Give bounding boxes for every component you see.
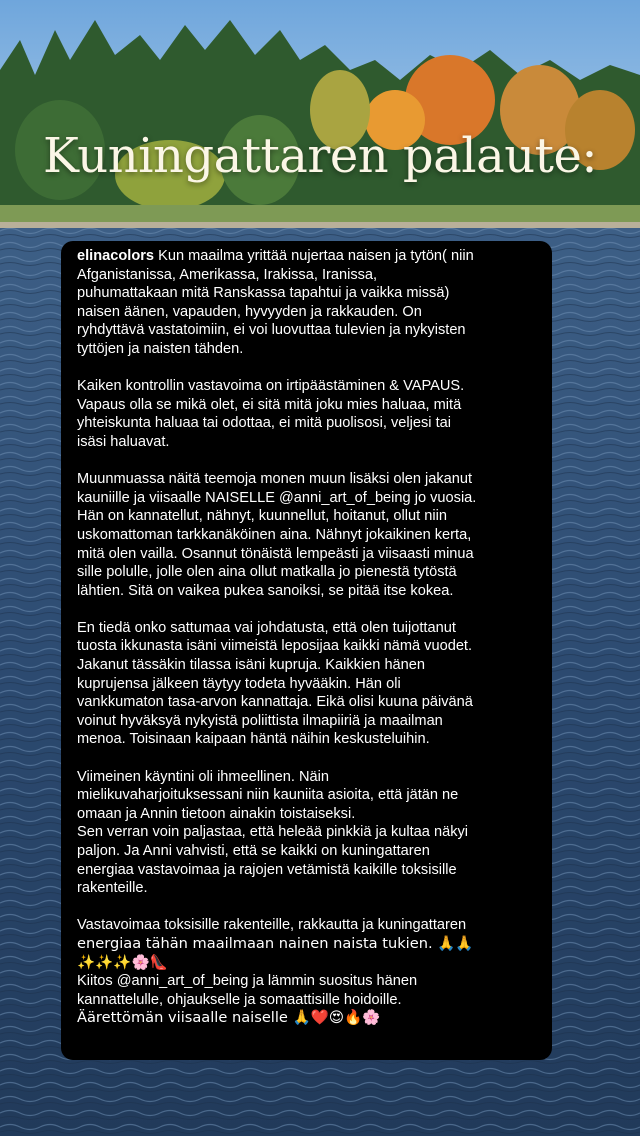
comment-line: Vapaus olla se mikä olet, ei sitä mitä joku mies haluaa, mitä [77, 396, 462, 413]
comment-line: Hän on kannatellut, nähnyt, kuunnellut, hoitanut, ollut niin [77, 508, 447, 525]
comment-line-with-mention: Kiitos @anni_art_of_being ja lämmin suositus hänen [77, 973, 418, 990]
comment-line-emoji: energiaa tähän maailmaan nainen naista tukien. 🙏🙏 [77, 934, 474, 952]
comment-line-emoji: ✨✨✨🌸👠 [77, 953, 168, 971]
comment-line: kannattelulle, ohjaukselle ja somaattisille hoidoille. [77, 991, 402, 1008]
comment-paragraph-5 [77, 768, 538, 898]
comment-line: yhteiskunta haluaa tai odottaa, ei mitä puolisosi, veljesi tai [77, 415, 451, 432]
comment-line: naisen äänen, vapauden, hyvyyden ja rakkauden. On [77, 303, 422, 320]
comment-line: kuprujensa jälkeen täytyy todeta hyvääkin. Hän oli [77, 675, 401, 692]
story-title: Kuningattaren palaute: [42, 128, 598, 184]
comment-line: uskomattoman tarkkanäköinen aina. Nähnyt jokaikinen kerta, [77, 526, 472, 543]
comment-paragraph-4 [77, 619, 538, 749]
comment-line: puhumattakaan mitä Ranskassa tapahtui ja vaikka missä) [77, 285, 450, 302]
comment-line: Kaiken kontrollin vastavoima on irtipäästäminen & VAPAUS. [77, 378, 465, 395]
comment-username[interactable]: elinacolors [77, 248, 155, 264]
comment-line: isäsi haluavat. [77, 433, 170, 450]
comment-line: paljon. Ja Anni vahvisti, että se kaikki on kuningattaren [77, 843, 430, 859]
comment-line: Kun maailma yrittää nujertaa naisen ja tytön( niin [158, 248, 474, 264]
comment-line: Sen verran voin paljastaa, että heleää pinkkiä ja kultaa näkyi [77, 824, 469, 841]
comment-line: Muunmuassa näitä teemoja monen muun lisäksi olen jakanut [77, 471, 473, 488]
comment-line: voinut hyväksyä nykyistä poliittista ilmapiiriä ja maailman [77, 712, 443, 729]
comment-paragraph-2 [77, 377, 538, 451]
comment-line: En tiedä onko sattumaa vai johdatusta, että olen tuijottanut [77, 619, 456, 636]
comment-line: mielikuvaharjoituksessani niin kauniita asioita, että jätän ne [77, 787, 459, 804]
comment-line: Jakanut tässäkin tilassa isäni kupruja. Kaikkien hänen [77, 657, 426, 674]
comment-line: omaan ja Annin tietoon ainakin toistaiseksi. [77, 805, 356, 822]
comment-line: Vastavoimaa toksisille rakenteille, rakkautta ja kuningattaren [77, 917, 467, 934]
comment-line-emoji: Äärettömän viisaalle naiselle 🙏❤️😍🔥🌸 [77, 1009, 381, 1027]
comment-line: sille polulle, jolle olen aina ollut matkalla jo pienestä tytöstä [77, 564, 457, 581]
comment-card [61, 241, 552, 1060]
comment-line: energiaa vastavoimaa ja rajojen vetämistä kaikille toksisille [77, 861, 457, 878]
comment-paragraph-1 [77, 247, 538, 359]
comment-line: tuosta ikkunasta isäni viimeistä leposijaa kaikki nämä vuodet. [77, 638, 473, 655]
comment-line: Afganistanissa, Amerikassa, Irakissa, Iranissa, [77, 266, 378, 283]
comment-line: ryhdyttävä vastatoimiin, ei voi luovuttaa tulevien ja nykyisten [77, 322, 466, 339]
comment-line: mitä olen vailla. Osannut tönäistä lempeästi ja viisaasti minua [77, 545, 474, 562]
comment-line: tyttöjen ja naisten tähden. [77, 340, 244, 357]
comment-line-with-mention: kauniille ja viisaalle NAISELLE @anni_art_of_being jo vuosia. [77, 489, 477, 506]
comment-line: vankkumaton tasa-arvon kannattaja. Eikä olisi kuuna päivänä [77, 694, 473, 711]
comment-paragraph-6 [77, 916, 538, 1028]
comment-line: lähtien. Sitä on vaikea pukea sanoiksi, se pitää itse kokea. [77, 582, 454, 599]
comment-line: rakenteille. [77, 880, 148, 897]
comment-line: menoa. Toisinaan kaipaan häntä näihin keskusteluihin. [77, 731, 430, 748]
comment-paragraph-3 [77, 470, 538, 600]
comment-line: Viimeinen käyntini oli ihmeellinen. Näin [77, 768, 330, 785]
